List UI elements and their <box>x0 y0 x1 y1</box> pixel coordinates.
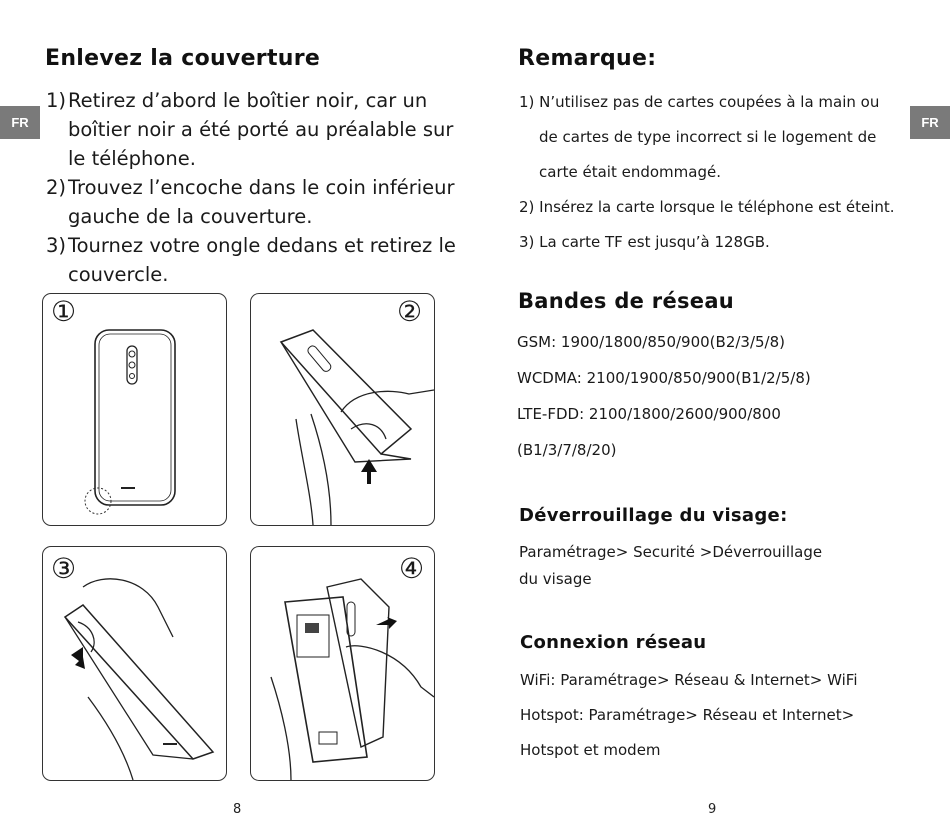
panel-number-1: ① <box>51 295 77 328</box>
section-title-bandes: Bandes de réseau <box>518 289 735 313</box>
illustration-panel-2 <box>250 293 435 526</box>
step-text: Trouvez l’encoche dans le coin inférieur gauche de la couverture. <box>68 176 455 228</box>
face-unlock-line-1: Paramétrage> Securité >Déverrouillage <box>519 543 823 561</box>
language-tag-left: FR <box>0 106 40 139</box>
illustration-panel-3 <box>42 546 227 781</box>
band-wcdma: WCDMA: 2100/1900/850/900(B1/2/5/8) <box>517 369 811 387</box>
step-number: 3) <box>46 234 67 257</box>
section-title-face-unlock: Déverrouillage du visage: <box>519 505 788 526</box>
band-lte-fdd: LTE-FDD: 2100/1800/2600/900/800 <box>517 405 781 423</box>
phone-back-illustration <box>43 294 226 525</box>
step-number: 1) <box>46 89 67 112</box>
remarque-line-3: carte était endommagé. <box>539 163 721 181</box>
remarque-line-2: de cartes de type incorrect si le logement de <box>539 128 877 146</box>
wifi-path: WiFi: Paramétrage> Réseau & Internet> WiFi <box>520 671 858 689</box>
panel-number-2: ② <box>397 295 423 328</box>
face-unlock-line-2: du visage <box>519 570 592 588</box>
section-title-network-connection: Connexion réseau <box>520 632 707 653</box>
illustration-panel-1 <box>42 293 227 526</box>
step-text: Retirez d’abord le boîtier noir, car un boîtier noir a été porté au préalable sur le téléphone. <box>68 89 454 170</box>
instruction-step-2 <box>46 173 456 231</box>
remarque-line-5: 3) La carte TF est jusqu’à 128GB. <box>519 233 770 251</box>
remarque-line-1: 1) N’utilisez pas de cartes coupées à la main ou <box>519 93 880 111</box>
page-number-right: 9 <box>708 802 717 817</box>
instruction-step-1 <box>46 86 456 173</box>
panel-number-3: ③ <box>51 552 77 585</box>
hotspot-path-line-2: Hotspot et modem <box>520 741 661 759</box>
remarque-line-4: 2) Insérez la carte lorsque le téléphone est éteint. <box>519 198 895 216</box>
step-text: Tournez votre ongle dedans et retirez le couvercle. <box>68 234 456 286</box>
section-title-remove-cover: Enlevez la couverture <box>45 46 321 71</box>
cover-opening-illustration <box>43 547 226 780</box>
band-gsm: GSM: 1900/1800/850/900(B2/3/5/8) <box>517 333 786 351</box>
page-number-left: 8 <box>233 802 242 817</box>
section-title-remarque: Remarque: <box>518 46 657 71</box>
panel-number-4: ④ <box>399 552 425 585</box>
language-tag-right: FR <box>910 106 950 139</box>
illustration-panel-4 <box>250 546 435 781</box>
step-number: 2) <box>46 176 67 199</box>
instruction-list <box>46 86 456 289</box>
instruction-step-3 <box>46 231 456 289</box>
band-lte-fdd-codes: (B1/3/7/8/20) <box>517 441 617 459</box>
hotspot-path-line-1: Hotspot: Paramétrage> Réseau et Internet> <box>520 706 855 724</box>
cover-removed-illustration <box>251 547 434 780</box>
phone-tilted-illustration <box>251 294 434 525</box>
